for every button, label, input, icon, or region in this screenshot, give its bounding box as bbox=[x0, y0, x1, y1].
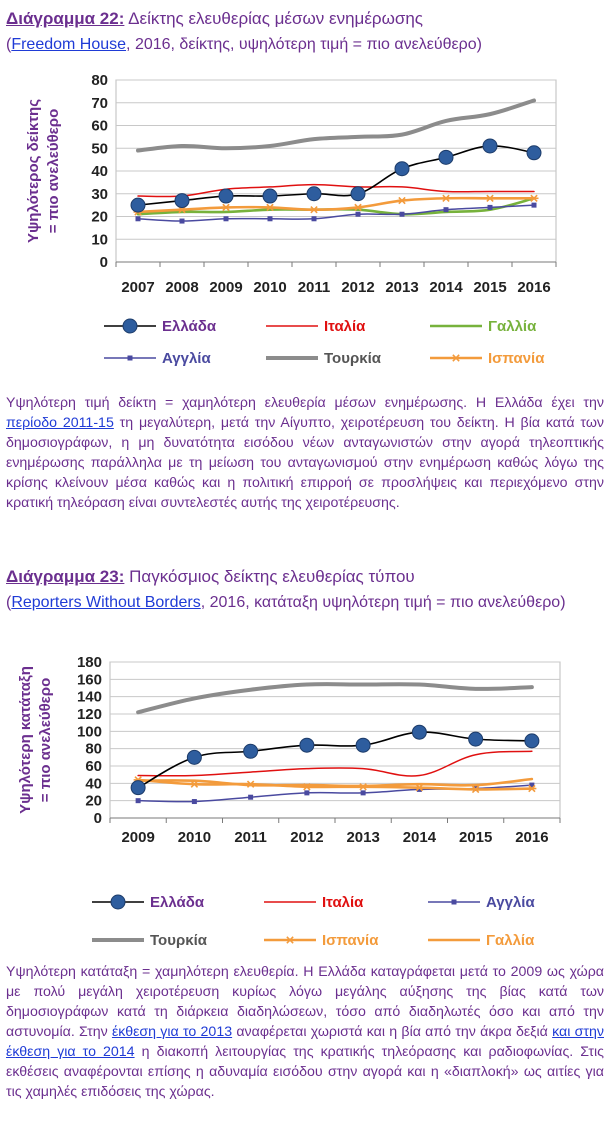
data-point-Ελλάδα bbox=[244, 744, 258, 758]
data-point-Ισπανία bbox=[442, 195, 451, 201]
x-tick-label: 2010 bbox=[253, 279, 287, 296]
data-point-Αγγλία bbox=[400, 212, 405, 217]
para23-text-3: η διακοπή λειτουργίας της κρατικής τηλεόρασης και ραδιοφωνίας. Στις εκθέσεις αναφέρονται επίσης η αδυναμία εισόδου στην αγορά και η «διαπλοκή» ως αιτίες για τις χαμηλές επιδόσεις της χώρας. bbox=[6, 1044, 604, 1100]
legend-label-Αγγλία: Αγγλία bbox=[162, 350, 211, 367]
data-point-Αγγλία bbox=[304, 790, 309, 795]
x-tick-label: 2013 bbox=[346, 829, 380, 846]
x-tick-label: 2015 bbox=[473, 279, 507, 296]
para22-text-1: Υψηλότερη τιμή δείκτη = χαμηλότερη ελευθερία μέσων ενημέρωσης. Η Ελλάδα έχει την bbox=[6, 395, 604, 411]
legend-marker-Αγγλία bbox=[128, 356, 133, 361]
data-point-Αγγλία bbox=[180, 219, 185, 224]
legend-marker-Ελλάδα bbox=[123, 319, 137, 333]
y-axis-label-line2: = πιο ανελεύθερο bbox=[45, 108, 62, 234]
legend-label-Τουρκία: Τουρκία bbox=[324, 350, 381, 367]
y-tick-label: 20 bbox=[91, 208, 108, 226]
legend-marker-Ισπανία bbox=[286, 937, 295, 943]
period-2011-15-link[interactable]: περίοδο 2011-15 bbox=[6, 415, 114, 431]
legend-label-Ισπανία: Ισπανία bbox=[322, 932, 379, 949]
data-point-Ελλάδα bbox=[483, 139, 497, 153]
para22-text-2: τη μεγαλύτερη, μετά την Αίγυπτο, χειροτέρευση του δείκτη. Η βία κατά των δημοσιογράφων, η μη δυνατότητα εισόδου νέων ανταγωνιστών στην αγορά τηλεοπτικής ενημέρωσης παράλληλα με τη μείωση του ανταγωνισμού στην ενημέρωση καθώς λόγω της κρίσης κλείνουν μέσα καθώς και η πολιτική επιρροή σε προσλήψεις και περιεχόμενο στην κρατική τηλεόραση είναι συντελεστές αυτής της χειροτέρευσης. bbox=[6, 415, 604, 511]
paragraph-diagram-22 bbox=[6, 393, 604, 513]
data-point-Ισπανία bbox=[310, 207, 319, 213]
legend-label-Ιταλία: Ιταλία bbox=[324, 318, 366, 335]
legend-label-Αγγλία: Αγγλία bbox=[486, 894, 535, 911]
x-tick-label: 2009 bbox=[121, 829, 155, 846]
y-axis-label-line1: Υψηλότερος δείκτης bbox=[25, 98, 42, 244]
y-tick-label: 80 bbox=[85, 740, 102, 758]
x-tick-label: 2010 bbox=[177, 829, 212, 846]
report-2013-link[interactable]: έκθεση για το 2013 bbox=[111, 1024, 233, 1040]
y-tick-label: 20 bbox=[85, 792, 102, 810]
legend-label-Ελλάδα: Ελλάδα bbox=[162, 318, 217, 335]
chart-reporters-without-borders bbox=[0, 646, 612, 958]
heading-diagram-23-text: Παγκόσμιος δείκτης ελευθερίας τύπου bbox=[124, 567, 415, 586]
legend-label-Τουρκία: Τουρκία bbox=[150, 932, 207, 949]
y-tick-label: 60 bbox=[85, 758, 102, 775]
chart-freedom-house bbox=[0, 62, 612, 384]
legend-label-Ιταλία: Ιταλία bbox=[322, 894, 364, 911]
data-point-Ελλάδα bbox=[131, 781, 145, 795]
x-tick-label: 2012 bbox=[341, 279, 375, 296]
legend-marker-Αγγλία bbox=[452, 900, 457, 905]
legend-marker-Ισπανία bbox=[452, 355, 461, 361]
data-point-Αγγλία bbox=[356, 212, 361, 217]
series-line-Τουρκία bbox=[138, 684, 532, 712]
heading-diagram-22 bbox=[6, 8, 423, 30]
data-point-Ελλάδα bbox=[527, 146, 541, 160]
report-2014-link[interactable]: και στην έκθεση για το 2014 bbox=[6, 1024, 604, 1060]
y-axis-label-line2: = πιο ανελεύθερο bbox=[37, 677, 54, 803]
legend-marker-Ελλάδα bbox=[111, 895, 125, 909]
subtitle-diagram-22 bbox=[6, 34, 482, 56]
paragraph-diagram-23 bbox=[6, 962, 604, 1102]
data-point-Ελλάδα bbox=[439, 150, 453, 164]
data-point-Ελλάδα bbox=[356, 738, 370, 752]
y-tick-label: 180 bbox=[76, 654, 102, 671]
data-point-Ισπανία bbox=[222, 204, 231, 210]
legend-label-Γαλλία: Γαλλία bbox=[488, 318, 537, 335]
y-tick-label: 0 bbox=[93, 810, 102, 827]
data-point-Αγγλία bbox=[268, 216, 273, 221]
heading-diagram-23 bbox=[6, 566, 415, 588]
x-tick-label: 2015 bbox=[458, 829, 493, 846]
data-point-Αγγλία bbox=[136, 216, 141, 221]
data-point-Ελλάδα bbox=[469, 732, 483, 746]
y-tick-label: 70 bbox=[91, 94, 108, 112]
y-tick-label: 0 bbox=[99, 254, 108, 271]
y-tick-label: 140 bbox=[76, 688, 102, 706]
data-point-Ελλάδα bbox=[219, 189, 233, 203]
data-point-Ελλάδα bbox=[412, 725, 426, 739]
data-point-Ελλάδα bbox=[175, 194, 189, 208]
data-point-Ελλάδα bbox=[263, 189, 277, 203]
data-point-Ισπανία bbox=[398, 197, 407, 203]
y-tick-label: 60 bbox=[91, 117, 108, 135]
x-tick-label: 2007 bbox=[121, 279, 155, 296]
legend-label-Ελλάδα: Ελλάδα bbox=[150, 894, 205, 911]
subtitle-pre: ( bbox=[6, 36, 12, 53]
y-tick-label: 40 bbox=[85, 775, 102, 793]
heading-diagram-23-label: Διάγραμμα 23: bbox=[6, 567, 125, 586]
data-point-Αγγλία bbox=[312, 216, 317, 221]
data-point-Αγγλία bbox=[444, 207, 449, 212]
y-tick-label: 160 bbox=[76, 671, 102, 689]
data-point-Ισπανία bbox=[530, 195, 539, 201]
series-line-Γαλλία bbox=[138, 198, 534, 214]
data-point-Αγγλία bbox=[488, 205, 493, 210]
y-tick-label: 30 bbox=[91, 185, 108, 203]
x-tick-label: 2014 bbox=[402, 829, 437, 846]
data-point-Αγγλία bbox=[361, 790, 366, 795]
x-tick-label: 2011 bbox=[234, 829, 267, 846]
data-point-Ελλάδα bbox=[395, 162, 409, 176]
para23-text-2: αναφέρεται χωριστά και η βία από την άκρα δεξιά bbox=[232, 1024, 553, 1040]
y-axis-label-line1: Υψηλότερη κατάταξη bbox=[17, 666, 34, 814]
data-point-Αγγλία bbox=[136, 798, 141, 803]
subtitle23-post: , 2016, κατάταξη υψηλότερη τιμή = πιο ανελεύθερο) bbox=[200, 594, 566, 611]
data-point-Ελλάδα bbox=[187, 750, 201, 764]
heading-diagram-22-label: Διάγραμμα 22: bbox=[6, 9, 125, 28]
subtitle-diagram-23 bbox=[6, 592, 596, 614]
x-tick-label: 2012 bbox=[290, 829, 324, 846]
y-tick-label: 120 bbox=[76, 706, 102, 723]
y-tick-label: 10 bbox=[91, 231, 108, 249]
y-tick-label: 40 bbox=[91, 163, 108, 180]
reporters-without-borders-link[interactable]: Reporters Without Borders bbox=[11, 594, 201, 611]
subtitle-post: , 2016, δείκτης, υψηλότερη τιμή = πιο ανελεύθερο) bbox=[126, 36, 483, 53]
subtitle23-pre: ( bbox=[6, 594, 12, 611]
para23-text-1: Υψηλότερη κατάταξη = χαμηλότερη ελευθερία. Η Ελλάδα καταγράφεται μετά το 2009 ως χώρα με πολύ μεγάλη χειροτέρευση κυρίως λόγω μεγάλης αύξησης της βίας κατά των δημοσιογράφων κατά τη διάρκεια διαδηλώσεων, τόσο από διαδηλωτές όσο και από την αστυνομία. Στην bbox=[6, 964, 604, 1040]
x-tick-label: 2014 bbox=[429, 279, 463, 296]
x-tick-label: 2013 bbox=[385, 279, 419, 296]
data-point-Αγγλία bbox=[224, 216, 229, 221]
x-tick-label: 2011 bbox=[297, 279, 331, 296]
x-tick-label: 2016 bbox=[515, 829, 549, 846]
y-tick-label: 50 bbox=[91, 140, 108, 158]
x-tick-label: 2009 bbox=[209, 279, 243, 296]
y-tick-label: 80 bbox=[91, 72, 108, 89]
series-line-Ελλάδα bbox=[138, 146, 534, 205]
data-point-Ελλάδα bbox=[307, 187, 321, 201]
heading-diagram-22-text: Δείκτης ελευθερίας μέσων ενημέρωσης bbox=[124, 9, 423, 28]
data-point-Ελλάδα bbox=[131, 198, 145, 212]
data-point-Ελλάδα bbox=[351, 187, 365, 201]
legend-label-Γαλλία: Γαλλία bbox=[486, 932, 535, 949]
data-point-Ελλάδα bbox=[300, 738, 314, 752]
data-point-Ισπανία bbox=[486, 195, 495, 201]
data-point-Αγγλία bbox=[192, 799, 197, 804]
legend-label-Ισπανία: Ισπανία bbox=[488, 350, 545, 367]
data-point-Αγγλία bbox=[248, 795, 253, 800]
data-point-Αγγλία bbox=[532, 203, 537, 208]
y-tick-label: 100 bbox=[76, 723, 102, 741]
data-point-Ελλάδα bbox=[525, 734, 539, 748]
x-tick-label: 2016 bbox=[517, 279, 551, 296]
x-tick-label: 2008 bbox=[165, 279, 199, 296]
freedom-house-link[interactable]: Freedom House bbox=[11, 36, 127, 53]
